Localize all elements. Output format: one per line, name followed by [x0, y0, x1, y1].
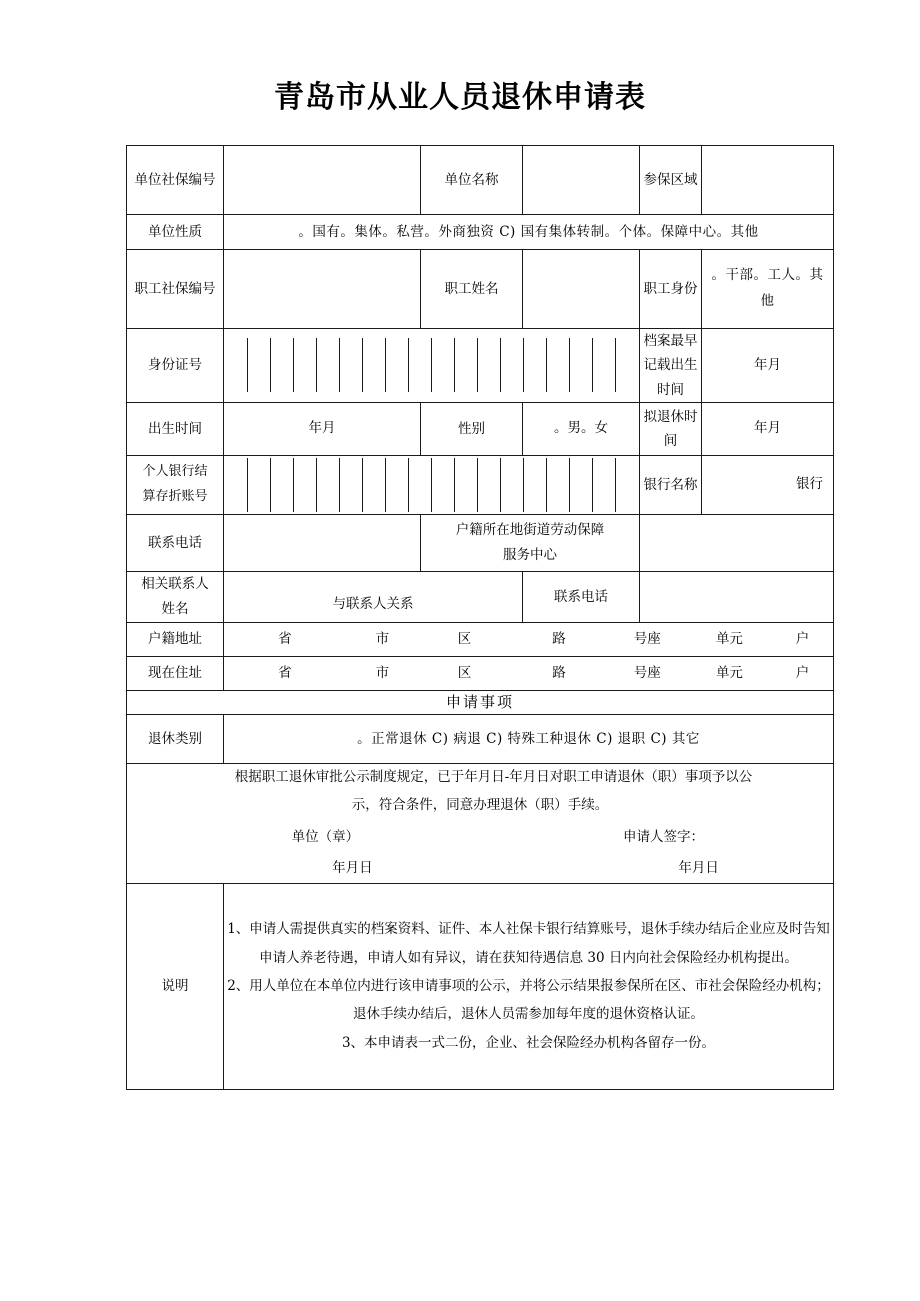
bank-box[interactable]: [593, 458, 616, 512]
id-card-boxes[interactable]: [224, 329, 640, 403]
contact-name-label: [127, 571, 224, 622]
hukou-address-parts: [224, 625, 833, 654]
addr-part-province: 省: [278, 630, 292, 647]
declaration-line2: 示，符合条件，同意办理退休（职）手续。: [351, 796, 609, 813]
note-item: 2、用人单位在本单位内进行该申请事项的公示，并将公示结果报参保所在区、市社会保险经办机构；退休手续办结后，退休人员需参加每年度的退休资格认证。: [227, 978, 830, 1023]
page-title: 青岛市从业人员退休申请表: [274, 80, 646, 115]
retire-type-label: 退休类别: [127, 715, 224, 764]
id-box[interactable]: [431, 338, 454, 392]
unit-sbnumber-value[interactable]: [224, 146, 421, 215]
contact-name-line1: 相关联系人: [141, 575, 209, 592]
bank-box[interactable]: [362, 458, 385, 512]
bank-box[interactable]: [224, 458, 247, 512]
bank-account-label-line2: 算存折账号: [142, 488, 208, 504]
addr-part-door: 户: [795, 664, 810, 681]
table-row-employee: [127, 250, 834, 329]
bank-name-value[interactable]: 银行: [702, 455, 834, 514]
notes-label: 说明: [127, 883, 224, 1089]
birth-date-label: 出生时间: [127, 402, 224, 455]
id-box[interactable]: [593, 338, 616, 392]
table-row-retire-type: [127, 715, 834, 764]
id-box[interactable]: [270, 338, 293, 392]
id-box[interactable]: [478, 338, 501, 392]
retirement-application-form: [126, 145, 834, 1090]
bank-box[interactable]: [570, 458, 593, 512]
unit-sbnumber-label: 单位社保编号: [127, 146, 224, 215]
employee-sbnumber-label: 职工社保编号: [127, 250, 224, 329]
id-box[interactable]: [385, 338, 408, 392]
contact-phone-value[interactable]: [640, 571, 834, 622]
applicant-signature-label[interactable]: 申请人签字：: [623, 829, 705, 846]
bank-box[interactable]: [431, 458, 454, 512]
unit-date[interactable]: 年月日: [332, 860, 373, 877]
bank-account-box-grid: [224, 458, 639, 512]
table-row-bank-account: [127, 455, 834, 514]
current-address-parts: [224, 659, 833, 688]
table-row-unit: [127, 146, 834, 215]
table-row-phone: [127, 514, 834, 571]
gender-label: 性别: [421, 402, 523, 455]
signature-line: [127, 824, 833, 852]
id-box[interactable]: [454, 338, 477, 392]
bank-box[interactable]: [501, 458, 524, 512]
street-service-center-line2: 服务中心: [503, 546, 557, 563]
declaration-line1: 根据职工退休审批公示制度规定，已于年月日-年月日对职工申请退休（职）事项予以公: [234, 769, 753, 786]
phone-label: 联系电话: [127, 514, 224, 571]
addr-part-building: 号座: [633, 630, 661, 647]
table-row-section-title: [127, 690, 834, 714]
addr-part-building: 号座: [633, 664, 661, 681]
planned-retire-value[interactable]: 年月: [702, 402, 834, 455]
applicant-date[interactable]: 年月日: [678, 860, 719, 877]
addr-part-unit: 单元: [715, 664, 743, 681]
contact-relationship-label: 与联系人关系: [224, 571, 523, 622]
contact-name-line2: 姓名: [161, 600, 189, 617]
bank-box[interactable]: [385, 458, 408, 512]
unit-seal-label: 单位（章）: [291, 829, 360, 846]
id-box[interactable]: [501, 338, 524, 392]
declaration-block: [127, 764, 834, 884]
addr-part-road: 路: [552, 664, 566, 681]
employee-identity-label: 职工身份: [640, 250, 702, 329]
bank-account-label-line1: 个人银行结: [142, 464, 208, 480]
id-box[interactable]: [570, 338, 593, 392]
insured-area-value[interactable]: [702, 146, 834, 215]
addr-part-province: 省: [278, 664, 292, 681]
unit-name-label: 单位名称: [421, 146, 523, 215]
current-address-label: 现在住址: [127, 656, 224, 690]
id-box[interactable]: [339, 338, 362, 392]
employee-sbnumber-value[interactable]: [224, 250, 421, 329]
contact-phone-label: 联系电话: [523, 571, 640, 622]
table-row-notes: [127, 883, 834, 1089]
birth-date-value[interactable]: 年月: [224, 402, 421, 455]
bank-box[interactable]: [293, 458, 316, 512]
addr-part-road: 路: [552, 630, 566, 647]
employee-name-label: 职工姓名: [421, 250, 523, 329]
id-box[interactable]: [524, 338, 547, 392]
id-box[interactable]: [616, 338, 639, 392]
gender-options[interactable]: 。男。女: [523, 402, 640, 455]
street-service-center-value[interactable]: [640, 514, 834, 571]
hukou-address-value[interactable]: [224, 622, 834, 656]
bank-account-label: [127, 455, 224, 514]
addr-part-district: 区: [457, 630, 472, 647]
table-row-birth: [127, 402, 834, 455]
id-box[interactable]: [247, 338, 270, 392]
archive-birth-label: 档案最早记载出生时间: [640, 329, 702, 403]
id-box[interactable]: [362, 338, 385, 392]
application-section-title: 申请事项: [127, 690, 834, 714]
note-item: 3、本申请表一式二份，企业、社会保险经办机构各留存一份。: [341, 1034, 716, 1051]
insured-area-label: 参保区域: [640, 146, 702, 215]
id-box[interactable]: [547, 338, 570, 392]
bank-box[interactable]: [547, 458, 570, 512]
table-row-hukou-address: [127, 622, 834, 656]
bank-box[interactable]: [408, 458, 431, 512]
bank-box[interactable]: [270, 458, 293, 512]
addr-part-city: 市: [375, 664, 390, 681]
street-service-center-line1: 户籍所在地街道劳动保障: [455, 521, 605, 538]
id-card-box-grid: [224, 338, 639, 392]
retire-type-options[interactable]: 。正常退休 C) 病退 C) 特殊工种退休 C) 退职 C) 其它: [224, 715, 834, 764]
employee-name-value[interactable]: [523, 250, 640, 329]
table-row-current-address: [127, 656, 834, 690]
id-card-label: 身份证号: [127, 329, 224, 403]
unit-nature-options[interactable]: 。国有。集体。私营。外商独资 C) 国有集体转制。个体。保障中心。其他: [224, 215, 834, 250]
table-row-contact: [127, 571, 834, 622]
notes-block: [224, 883, 834, 1089]
id-box[interactable]: [224, 338, 247, 392]
table-row-id-card: [127, 329, 834, 403]
addr-part-city: 市: [375, 630, 390, 647]
bank-account-boxes[interactable]: [224, 455, 640, 514]
bank-box[interactable]: [478, 458, 501, 512]
id-box[interactable]: [408, 338, 431, 392]
current-address-value[interactable]: [224, 656, 834, 690]
unit-name-value[interactable]: [523, 146, 640, 215]
bank-box[interactable]: [339, 458, 362, 512]
street-service-center-label: [421, 514, 640, 571]
bank-box[interactable]: [316, 458, 339, 512]
hukou-address-label: 户籍地址: [127, 622, 224, 656]
table-row-declaration: [127, 764, 834, 884]
id-box[interactable]: [293, 338, 316, 392]
addr-part-door: 户: [795, 630, 810, 647]
employee-identity-options[interactable]: 。干部。工人。其他: [702, 250, 834, 329]
archive-birth-value[interactable]: 年月: [702, 329, 834, 403]
phone-value[interactable]: [224, 514, 421, 571]
planned-retire-label: 拟退休时间: [640, 402, 702, 455]
addr-part-district: 区: [457, 664, 472, 681]
unit-nature-label: 单位性质: [127, 215, 224, 250]
date-line: [127, 855, 833, 883]
note-item: 1、申请人需提供真实的档案资料、证件、本人社保卡银行结算账号，退休手续办结后企业应及时告知申请人养老待遇，申请人如有异议，请在获知待遇信息 30 日内向社会保险经办机构提出。: [227, 921, 830, 966]
table-row-unit-nature: [127, 215, 834, 250]
bank-box[interactable]: [247, 458, 270, 512]
bank-name-label: 银行名称: [640, 455, 702, 514]
addr-part-unit: 单元: [715, 630, 743, 647]
bank-box[interactable]: [454, 458, 477, 512]
id-box[interactable]: [316, 338, 339, 392]
bank-box[interactable]: [616, 458, 639, 512]
bank-box[interactable]: [524, 458, 547, 512]
